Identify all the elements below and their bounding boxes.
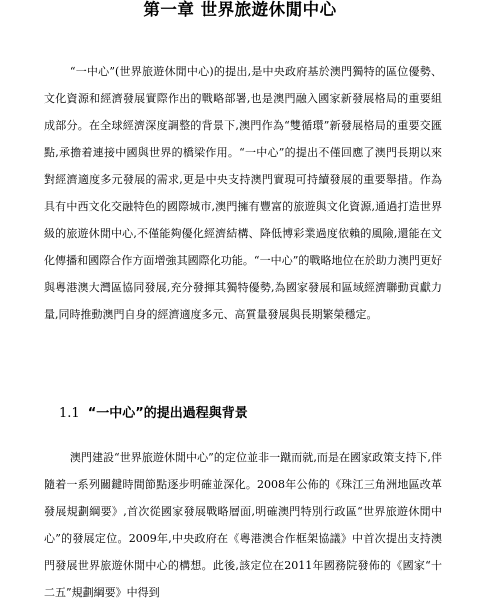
section-number: 1.1 [59, 406, 80, 421]
intro-paragraph: “一中心”(世界旅遊休閒中心)的提出,是中央政府基於澳門獨特的區位優勢、文化資源和經濟發展實際作出的戰略部署,也是澳門融入國家新發展格局的重要組成部分。在全球經濟深度調整的背景下,澳門作為“雙循環”新發展格局的重要交匯點,承擔着連接中國與世界的橋梁作用。“一中心”的提出不僅回應了澳門長期以來對經濟適度多元發展的需求,更是中央支持澳門實現可持續發展的重要舉措。作為具有中西文化交融特色的國際城市,澳門擁有豐富的旅遊與文化資源,通過打造世界級的旅遊休閒中心,不僅能夠優化經濟結構、降低博彩業過度依賴的風險,還能在文化傳播和國際合作方面增強其國際化功能。“一中心”的戰略地位在於助力澳門更好與粵港澳大灣區協同發展,充分發揮其獨特優勢,為國家發展和區域經濟聯動貢獻力量,同時推動澳門自身的經濟適度多元、高質量發展與長期繁榮穩定。 [44, 65, 442, 321]
section-paragraph: 澳門建設“世界旅遊休閒中心”的定位並非一蹴而就,而是在國家政策支持下,伴隨着一系列關鍵時間節點逐步明確並深化。2008年公佈的《珠江三角洲地區改革發展規劃綱要》,首次從國家發展戰略層面,明確澳門特別行政區“世界旅遊休閒中心”的發展定位。2009年,中央政府在《粵港澳合作框架協議》中首次提出支持澳門發展世界旅遊休閒中心的構想。此後,該定位在2011年國務院發佈的《國家“十二五”規劃綱要》中得到 [44, 451, 442, 599]
chapter-title: 第一章 世界旅遊休閒中心 [143, 0, 337, 19]
section-heading [59, 404, 439, 424]
section-title: “一中心”的提出過程與背景 [87, 406, 248, 421]
